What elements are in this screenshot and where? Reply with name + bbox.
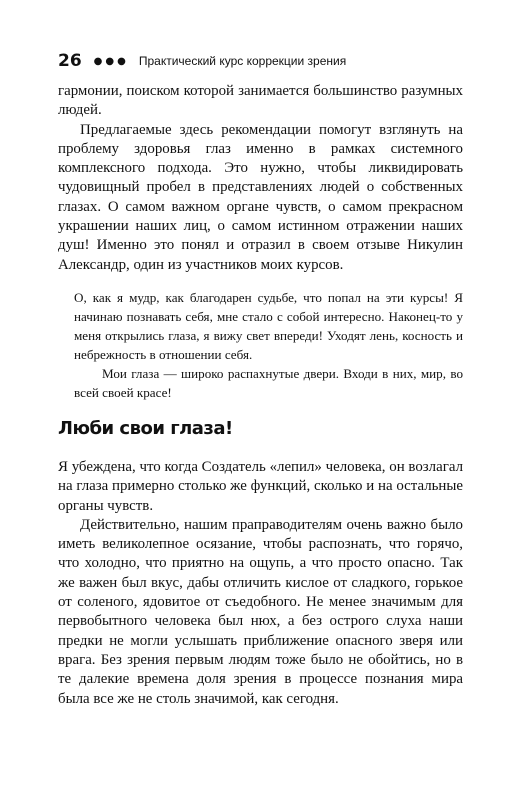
page-number: 26 — [58, 51, 82, 71]
paragraph: Действительно, нашим праправодителям очень важно было иметь великолепное осязание, чтобы распознать, что горячо, что холодно, что приятно на ощупь, а что просто опасно. Так же важен был вкус, дабы отличить кислое от сладкого, горькое от соленого, ядовитое от съедобного. Не менее значимым для первобытного человека был нюх, а без острого слуха наши предки не могли услышать приближение опасного зверя или врага. Без зрения первым людям тоже было не обойтись, но в те далекие времена доля зрения в процессе познания мира была все же не столь значимой, как сегодня. — [58, 516, 463, 707]
text-block-2 — [58, 458, 463, 709]
quote-paragraph: Мои глаза — широко распахнутые двери. Входи в них, мир, во всей своей красе! — [74, 365, 463, 400]
testimonial-quote — [74, 289, 463, 402]
quote-paragraph: О, как я мудр, как благодарен судьбе, что попал на эти курсы! Я начинаю познавать себя, мне стало с собой интересно. Наконец-то у меня открылись глаза, я вижу свет впереди! Уходят лень, косность и небрежность в отношении себя. — [74, 290, 463, 362]
header-dots-ornament: ●●● — [93, 55, 129, 67]
paragraph: гармонии, поиском которой занимается большинство разумных людей. — [58, 83, 463, 119]
text-block-1 — [58, 82, 463, 275]
paragraph: Предлагаемые здесь рекомендации помогут взглянуть на проблему здоровья глаз именно в рамках системного комплексного подхода. Это нужно, чтобы ликвидировать чудовищный пробел в представлениях людей о собственных глазах. О самом важном органе чувств, о самом прекрасном украшении наших лиц, о самом истинном отражении наших душ! Именно это понял и отразил в своем отзыве Никулин Александр, один из участников моих курсов. — [58, 121, 463, 273]
running-title: Практический курс коррекции зрения — [138, 54, 347, 68]
section-heading: Люби свои глаза! — [58, 418, 233, 439]
paragraph: Я убеждена, что когда Создатель «лепил» человека, он возлагал на глаза примерно столько же функций, сколько и на остальные органы чувств. — [58, 459, 463, 514]
page-header — [58, 50, 478, 72]
